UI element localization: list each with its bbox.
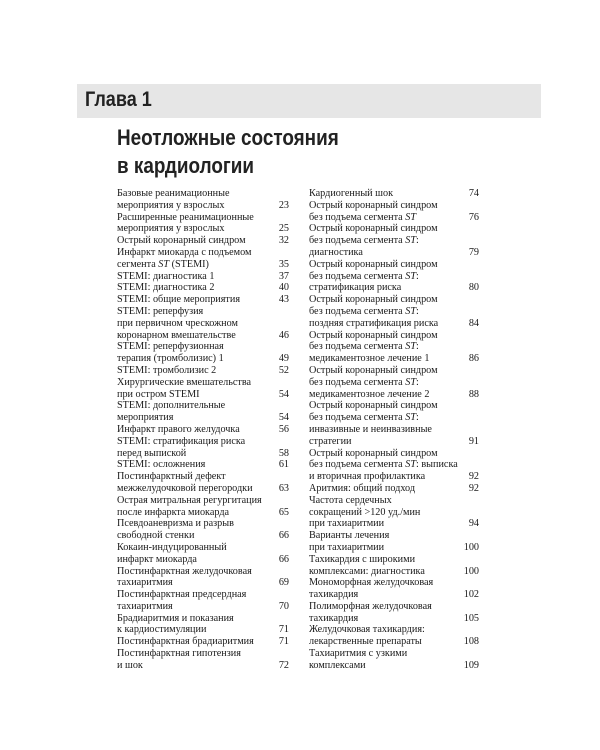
toc-page-number: 72: [278, 659, 289, 671]
toc-entry-title: STEMI: дополнительные: [117, 400, 226, 412]
toc-page-number: 91: [468, 435, 479, 447]
toc-page-number: 49: [278, 353, 289, 365]
toc-entry-title: сегмента ST (STEMI): [117, 258, 209, 270]
toc-entry: [309, 188, 479, 200]
toc-entry: [117, 648, 289, 672]
toc-page-number: 92: [468, 471, 479, 483]
toc-entry-title: Инфаркт миокарда с подъемом: [117, 246, 252, 258]
toc-entry-title: Псевдоаневризма и разрыв: [117, 518, 234, 530]
toc-entry: [309, 365, 479, 400]
toc-entry-title: Тахикардия с широкими: [309, 553, 416, 565]
toc-entry-title: мероприятия: [117, 412, 174, 424]
toc-entry-title: Постинфарктная гипотензия: [117, 648, 241, 660]
toc-entry: [117, 341, 289, 365]
toc-page-number: 25: [278, 223, 289, 235]
toc-entry-title: STEMI: тромболизис 2: [117, 364, 217, 376]
toc-entry: [117, 636, 289, 648]
toc-page-number: 109: [463, 659, 479, 671]
toc-entry-title: тахиаритмия: [117, 600, 173, 612]
chapter-title-line: Неотложные состояния: [117, 125, 339, 150]
toc-entry-title: Кокаин-индуцированный: [117, 541, 227, 553]
toc-page-number: 35: [278, 258, 289, 270]
toc-entry: [117, 247, 289, 271]
chapter-label: Глава 1: [85, 88, 152, 111]
toc-page-number: 65: [278, 506, 289, 518]
toc-entry: [309, 495, 479, 530]
toc-entry-title: мероприятия у взрослых: [117, 199, 225, 211]
toc-entry-title: Острый коронарный синдром: [309, 400, 438, 412]
toc-entry-title: стратификация риска: [309, 282, 402, 294]
toc-entry-title: без подъема сегмента ST:: [309, 270, 419, 282]
toc-entry-title: без подъема сегмента ST:: [309, 376, 419, 388]
toc-entry: [117, 294, 289, 306]
toc-page-number: 102: [463, 589, 479, 601]
toc-entry: [117, 271, 289, 283]
toc-entry-title: Хирургические вмешательства: [117, 376, 252, 388]
toc-left-column: [117, 188, 289, 672]
toc-entry-title: STEMI: реперфузия: [117, 305, 204, 317]
toc-entry: [309, 648, 479, 672]
toc-page-number: 76: [468, 211, 479, 223]
toc-entry-title: стратегии: [309, 435, 352, 447]
toc-entry: [309, 223, 479, 258]
toc-page-number: 100: [463, 565, 479, 577]
toc-entry-title: без подъема сегмента ST: [309, 211, 416, 223]
toc-entry-title: Инфаркт правого желудочка: [117, 423, 240, 435]
toc-page-number: 105: [463, 612, 479, 624]
toc-entry-title: коронарном вмешательстве: [117, 329, 236, 341]
toc-page-number: 54: [278, 412, 289, 424]
toc-entry-title: при первичном чрескожном: [117, 317, 238, 329]
toc-entry-title: Постинфарктная предсердная: [117, 589, 247, 601]
toc-entry-title: STEMI: общие мероприятия: [117, 294, 241, 306]
toc-entry-title: инвазивные и неинвазивные: [309, 423, 432, 435]
chapter-title-line: в кардиологии: [117, 153, 255, 178]
toc-page-number: 79: [468, 246, 479, 258]
toc-entry: [117, 282, 289, 294]
toc-entry-title: медикаментозное лечение 1: [309, 353, 430, 365]
toc-entry-title: Острый коронарный синдром: [309, 329, 438, 341]
toc-entry-title: Полиморфная желудочковая: [309, 600, 432, 612]
toc-entry-title: комплексами: [309, 659, 366, 671]
toc-entry-title: диагностика: [309, 246, 363, 258]
toc-entry: [117, 518, 289, 542]
toc-entry: [309, 259, 479, 294]
toc-entry: [117, 188, 289, 212]
toc-page-number: 66: [278, 553, 289, 565]
toc-entry-title: и вторичная профилактика: [309, 471, 426, 483]
toc-entry-title: перед выпиской: [117, 447, 187, 459]
toc-entry-title: при тахиаритмии: [309, 518, 385, 530]
toc-entry-title: медикаментозное лечение 2: [309, 388, 430, 400]
toc-entry: [117, 471, 289, 495]
toc-entry-title: без подъема сегмента ST:: [309, 305, 419, 317]
toc-entry-title: STEMI: осложнения: [117, 459, 206, 471]
toc-page-number: 80: [468, 282, 479, 294]
toc-entry-title: Острый коронарный синдром: [117, 235, 246, 247]
toc-entry-title: тахиаритмия: [117, 577, 173, 589]
toc-entry: [117, 306, 289, 341]
toc-entry-title: Постинфарктный дефект: [117, 471, 226, 483]
toc-entry-title: межжелудочковой перегородки: [117, 482, 253, 494]
toc-entry-title: Базовые реанимационные: [117, 188, 230, 199]
toc-entry: [309, 554, 479, 578]
toc-entry-title: Постинфарктная брадиаритмия: [117, 636, 254, 648]
toc-entry-title: без подъема сегмента ST:: [309, 235, 419, 247]
toc-entry-title: STEMI: реперфузионная: [117, 341, 224, 353]
toc-entry-title: Тахиаритмия с узкими: [309, 648, 408, 660]
toc-entry-title: Кардиогенный шок: [309, 188, 394, 199]
toc-page-number: 52: [278, 364, 289, 376]
toc-entry: [117, 495, 289, 519]
toc-entry-title: свободной стенки: [117, 530, 195, 542]
toc-page-number: 86: [468, 353, 479, 365]
toc-entry-title: терапия (тромболизис) 1: [117, 353, 224, 365]
toc-entry: [117, 400, 289, 424]
toc-entry: [309, 624, 479, 648]
toc-entry-title: Варианты лечения: [309, 530, 390, 542]
toc-entry: [117, 589, 289, 613]
toc-entry-title: STEMI: диагностика 1: [117, 270, 215, 282]
toc-entry-title: и шок: [117, 659, 143, 671]
toc-entry-title: Острый коронарный синдром: [309, 294, 438, 306]
toc-entry: [309, 400, 479, 447]
toc-entry: [117, 459, 289, 471]
toc-page-number: 40: [278, 282, 289, 294]
toc-page-number: 71: [278, 624, 289, 636]
toc-entry-title: Расширенные реанимационные: [117, 211, 254, 223]
toc-entry: [117, 613, 289, 637]
toc-entry: [309, 330, 479, 365]
toc-page-number: 88: [468, 388, 479, 400]
toc-page-number: 66: [278, 530, 289, 542]
toc-entry-title: Острый коронарный синдром: [309, 364, 438, 376]
toc-page-number: 108: [463, 636, 479, 648]
toc-right-column: [309, 188, 479, 672]
toc-page-number: 71: [278, 636, 289, 648]
toc-page-number: 92: [468, 482, 479, 494]
toc-entry-title: сокращений >120 уд./мин: [309, 506, 421, 518]
toc-entry-title: Желудочковая тахикардия:: [309, 624, 425, 636]
toc-entry-title: тахикардия: [309, 589, 359, 601]
toc-entry-title: STEMI: диагностика 2: [117, 282, 215, 294]
toc-entry-title: Острый коронарный синдром: [309, 199, 438, 211]
toc-page-number: 43: [278, 294, 289, 306]
toc-entry-title: после инфаркта миокарда: [117, 506, 230, 518]
toc-entry-title: при тахиаритмии: [309, 541, 385, 553]
toc-page-number: 23: [278, 199, 289, 211]
toc-entry: [309, 601, 479, 625]
toc-entry: [309, 577, 479, 601]
toc-entry: [117, 424, 289, 436]
toc-entry-title: Постинфарктная желудочковая: [117, 565, 252, 577]
toc-page-number: 46: [278, 329, 289, 341]
toc-entry-title: поздняя стратификация риска: [309, 317, 439, 329]
toc-entry-title: без подъема сегмента ST:: [309, 412, 419, 424]
chapter-header-bar: [77, 84, 541, 118]
toc-entry: [309, 483, 479, 495]
toc-entry-title: лекарственные препараты: [309, 636, 422, 648]
toc-entry-title: инфаркт миокарда: [117, 553, 197, 565]
toc-page-number: 74: [468, 188, 479, 199]
toc-entry-title: комплексами: диагностика: [309, 565, 425, 577]
toc-entry-title: Мономорфная желудочковая: [309, 577, 434, 589]
toc-page-number: 94: [468, 518, 479, 530]
toc-entry-title: без подъема сегмента ST:: [309, 341, 419, 353]
toc-entry-title: Острая митральная регургитация: [117, 494, 262, 506]
toc-entry-title: Аритмия: общий подход: [309, 482, 416, 494]
toc-page-number: 32: [278, 235, 289, 247]
toc-page-number: 69: [278, 577, 289, 589]
chapter-title: [117, 124, 369, 180]
toc-page-number: 37: [278, 270, 289, 282]
toc-entry: [117, 436, 289, 460]
toc-page-number: 56: [278, 423, 289, 435]
toc-entry: [117, 377, 289, 401]
toc-entry: [117, 542, 289, 566]
toc-entry-title: Брадиаритмия и показания: [117, 612, 234, 624]
toc-page-number: 61: [278, 459, 289, 471]
toc-entry-title: тахикардия: [309, 612, 359, 624]
toc-entry-title: без подъема сегмента ST: выписка: [309, 459, 458, 471]
toc-entry-title: STEMI: стратификация риска: [117, 435, 246, 447]
toc-entry-title: к кардиостимуляции: [117, 624, 207, 636]
toc-entry: [117, 365, 289, 377]
toc-page-number: 84: [468, 317, 479, 329]
toc-page-number: 100: [463, 541, 479, 553]
toc-entry: [309, 530, 479, 554]
toc-entry-title: Острый коронарный синдром: [309, 258, 438, 270]
toc-page-number: 70: [278, 600, 289, 612]
toc-page-number: 54: [278, 388, 289, 400]
toc-entry-title: Острый коронарный синдром: [309, 447, 438, 459]
toc-entry-title: Частота сердечных: [309, 494, 392, 506]
toc-entry: [117, 235, 289, 247]
toc-entry-title: мероприятия у взрослых: [117, 223, 225, 235]
toc-entry-title: Острый коронарный синдром: [309, 223, 438, 235]
toc-entry: [309, 294, 479, 329]
toc-page-number: 63: [278, 482, 289, 494]
toc-entry: [309, 448, 479, 483]
toc-entry: [309, 200, 479, 224]
toc-entry: [117, 566, 289, 590]
toc-entry-title: при остром STEMI: [117, 388, 200, 400]
toc-page-number: 58: [278, 447, 289, 459]
toc-entry: [117, 212, 289, 236]
